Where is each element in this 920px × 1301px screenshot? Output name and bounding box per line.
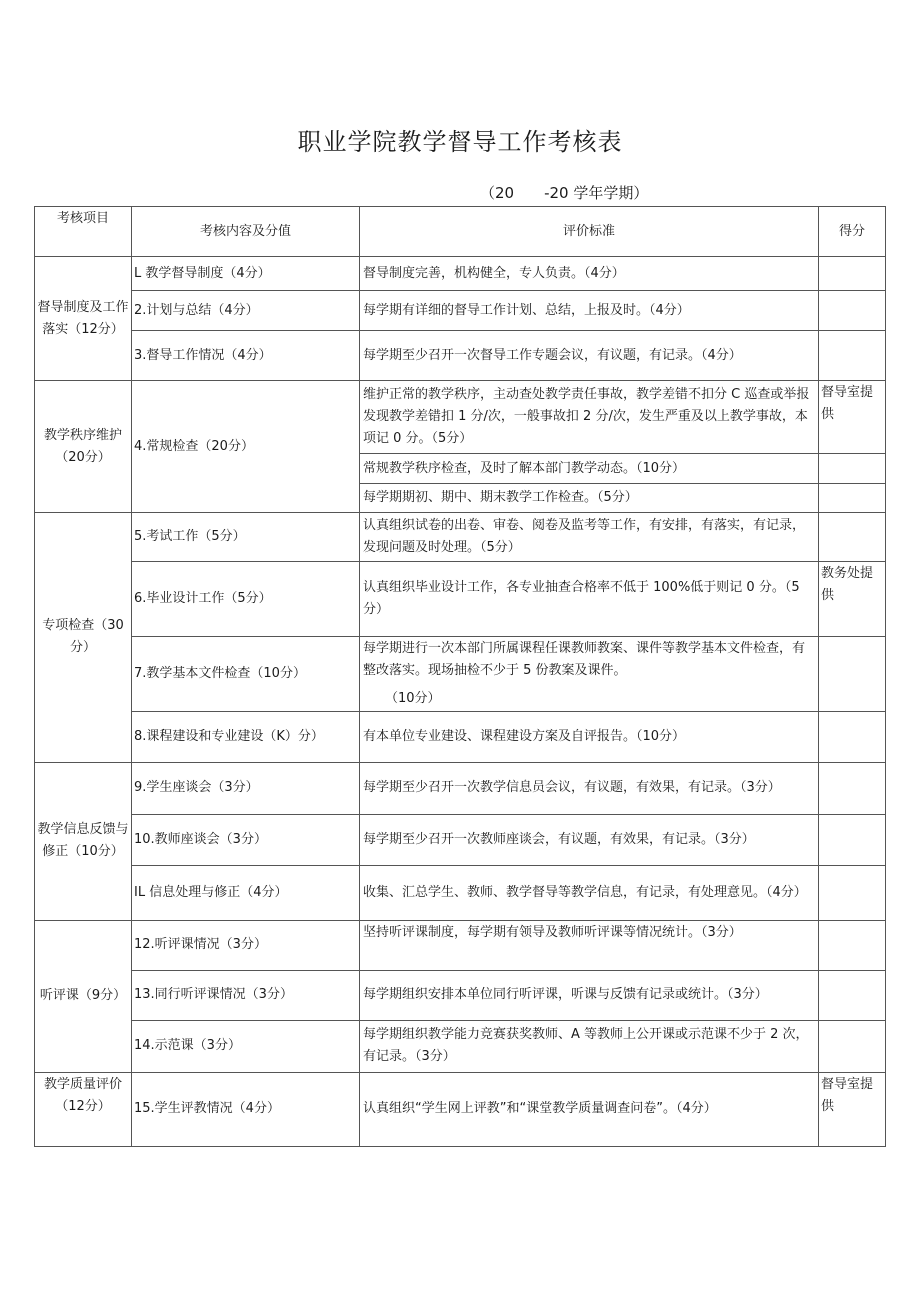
- score-cell[interactable]: [819, 865, 886, 920]
- score-cell[interactable]: [819, 513, 886, 562]
- table-row: [35, 381, 886, 454]
- category-cell: 教学信息反馈与修正（10分）: [35, 762, 132, 920]
- category-cell: 教学秩序维护（20分）: [35, 381, 132, 513]
- standard-cell: 常规教学秩序检查，及时了解本部门教学动态。（10分）: [360, 454, 819, 484]
- standard-cell: 每学期至少召开一次教学信息员会议，有议题，有效果，有记录。（3分）: [360, 762, 819, 814]
- standard-cell: 每学期有详细的督导工作计划、总结，上报及时。（4分）: [360, 291, 819, 331]
- standard-cell: 认真组织试卷的出卷、审卷、阅卷及监考等工作，有安排，有落实，有记录，发现问题及时处理。（5分）: [360, 513, 819, 562]
- content-cell: IL 信息处理与修正（4分）: [132, 865, 360, 920]
- score-cell[interactable]: [819, 970, 886, 1020]
- table-row: [35, 562, 886, 637]
- table-row: [35, 865, 886, 920]
- standard-cell: 维护正常的教学秩序，主动查处教学责任事故，教学差错不扣分 C 巡查或举报发现教学差错扣 1 分/次，一般事故扣 2 分/次，发生严重及以上教学事故，本项记 0 分。（5分）: [360, 381, 819, 454]
- table-row: [35, 513, 886, 562]
- standard-cell: 每学期期初、期中、期末教学工作检查。（5分）: [360, 484, 819, 513]
- score-note-cell: 教务处提供: [819, 562, 886, 637]
- content-cell: 15.学生评教情况（4分）: [132, 1072, 360, 1146]
- table-row: [35, 762, 886, 814]
- standard-extra-text: （10分）: [385, 691, 441, 707]
- content-cell: 5.考试工作（5分）: [132, 513, 360, 562]
- table-row: [35, 637, 886, 712]
- content-cell: 2.计划与总结（4分）: [132, 291, 360, 331]
- score-note-cell: 督导室提供: [819, 381, 886, 454]
- score-cell[interactable]: [819, 814, 886, 865]
- score-cell[interactable]: [819, 331, 886, 381]
- header-content: 考核内容及分值: [132, 207, 360, 257]
- score-cell[interactable]: [819, 712, 886, 762]
- header-score: 得分: [819, 207, 886, 257]
- content-cell: L 教学督导制度（4分）: [132, 257, 360, 291]
- score-cell[interactable]: [819, 484, 886, 513]
- standard-cell: 每学期组织安排本单位同行听评课，听课与反馈有记录或统计。（3分）: [360, 970, 819, 1020]
- content-cell: 6.毕业设计工作（5分）: [132, 562, 360, 637]
- standard-text: 每学期进行一次本部门所属课程任课教师教案、课件等教学基本文件检查，有整改落实。现场抽检不少于 5 份教案及课件。: [363, 641, 806, 679]
- standard-cell: 坚持听评课制度，每学期有领导及教师听评课等情况统计。（3分）: [360, 920, 819, 970]
- content-cell: 13.同行听评课情况（3分）: [132, 970, 360, 1020]
- table-row: [35, 291, 886, 331]
- standard-cell: 认真组织“学生网上评教”和“课堂教学质量调查问卷”。（4分）: [360, 1072, 819, 1146]
- page-title: 职业学院教学督导工作考核表: [297, 128, 623, 156]
- table-row: [35, 331, 886, 381]
- table-row: [35, 712, 886, 762]
- score-cell[interactable]: [819, 1020, 886, 1072]
- standard-cell: 每学期至少召开一次教师座谈会，有议题，有效果，有记录。（3分）: [360, 814, 819, 865]
- table-row: [35, 814, 886, 865]
- standard-cell: 每学期至少召开一次督导工作专题会议，有议题，有记录。（4分）: [360, 331, 819, 381]
- table-header-row: [35, 207, 886, 257]
- table-row: [35, 920, 886, 970]
- standard-cell: 认真组织毕业设计工作，各专业抽查合格率不低于 100%低于则记 0 分。（5分）: [360, 562, 819, 637]
- content-cell: 14.示范课（3分）: [132, 1020, 360, 1072]
- category-cell: 教学质量评价（12分）: [35, 1072, 132, 1146]
- content-cell: 7.教学基本文件检查（10分）: [132, 637, 360, 712]
- content-cell: 9.学生座谈会（3分）: [132, 762, 360, 814]
- category-cell: 督导制度及工作落实（12分）: [35, 257, 132, 381]
- score-cell[interactable]: [819, 920, 886, 970]
- score-cell[interactable]: [819, 291, 886, 331]
- assessment-table: [34, 206, 886, 1147]
- content-cell: 10.教师座谈会（3分）: [132, 814, 360, 865]
- content-cell: 8.课程建设和专业建设（K）分）: [132, 712, 360, 762]
- table-row: [35, 970, 886, 1020]
- standard-cell: 督导制度完善，机构健全，专人负责。（4分）: [360, 257, 819, 291]
- score-cell[interactable]: [819, 762, 886, 814]
- standard-cell: 有本单位专业建设、课程建设方案及自评报告。（10分）: [360, 712, 819, 762]
- standard-cell: [360, 637, 819, 712]
- table-row: [35, 257, 886, 291]
- category-cell: 专项检查（30分）: [35, 513, 132, 762]
- score-note-cell: 督导室提供: [819, 1072, 886, 1146]
- score-cell[interactable]: [819, 257, 886, 291]
- header-standard: 评价标准: [360, 207, 819, 257]
- header-item: 考核项目: [35, 207, 132, 257]
- score-cell[interactable]: [819, 454, 886, 484]
- category-cell: 听评课（9分）: [35, 920, 132, 1072]
- table-row: [35, 1020, 886, 1072]
- content-cell: 12.听评课情况（3分）: [132, 920, 360, 970]
- standard-cell: 收集、汇总学生、教师、教学督导等教学信息，有记录，有处理意见。（4分）: [360, 865, 819, 920]
- content-cell: 4.常规检查（20分）: [132, 381, 360, 513]
- academic-year-label: （20 -20 学年学期）: [480, 184, 649, 202]
- table-row: [35, 1072, 886, 1146]
- content-cell: 3.督导工作情况（4分）: [132, 331, 360, 381]
- standard-cell: 每学期组织教学能力竞赛获奖教师、A 等教师上公开课或示范课不少于 2 次，有记录。（3分）: [360, 1020, 819, 1072]
- score-cell[interactable]: [819, 637, 886, 712]
